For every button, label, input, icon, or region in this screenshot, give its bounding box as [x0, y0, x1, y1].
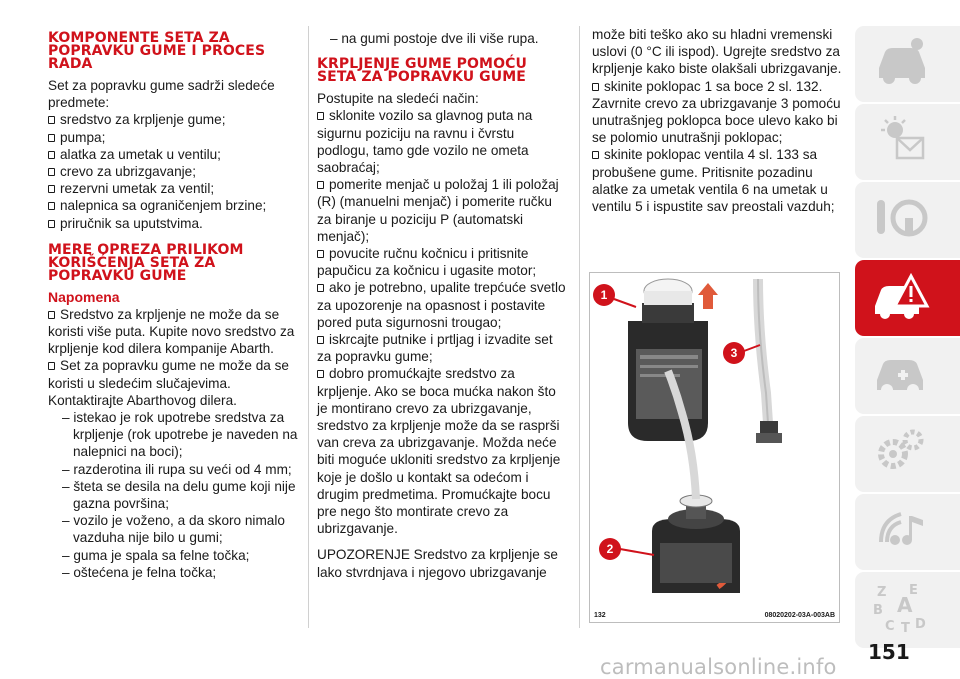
list-item: sredstvo za krpljenje gume; [48, 111, 298, 128]
note-paragraph: Sredstvo za krpljenje ne može da se koristi više puta. Kupite novo sredstvo za krpljenje kod dilera kompanije Abarth. [48, 306, 295, 357]
tab-safety[interactable] [855, 182, 960, 258]
figure-number: 132 [594, 612, 606, 619]
callout-1 [593, 284, 636, 307]
svg-text:1: 1 [600, 288, 608, 302]
bullet-icon [592, 83, 599, 91]
tab-car-info[interactable] [855, 26, 960, 102]
step-item: iskrcajte putnike i prtljag i izvadite set za popravku gume; [317, 332, 553, 365]
list-item: crevo za ubrizgavanje; [48, 163, 298, 180]
svg-text:C: C [885, 619, 895, 634]
svg-text:B: B [873, 603, 883, 618]
svg-text:T: T [901, 621, 910, 636]
step-item: pomerite menjač u položaj 1 ili položaj (R) (manuelni menjač) i pomerite ručku za biranje u poziciju P (automatski menjač); [317, 177, 559, 244]
tab-maintenance[interactable] [855, 338, 960, 414]
components-list [48, 111, 298, 231]
heading-repair: KRPLJENJE GUME POMOĆU SETA ZA POPRAVKU GUME [317, 56, 527, 86]
bullet-icon [592, 151, 599, 159]
list-item: rezervni umetak za ventil; [48, 180, 298, 197]
tab-technical-data[interactable] [855, 416, 960, 492]
heading-precautions: MERE OPREZA PRILIKOM KORIŠĆENJA SETA ZA POPRAVKU GUME [48, 241, 244, 284]
bottle-with-cap [628, 279, 718, 441]
column-divider [579, 26, 580, 628]
column-left [48, 30, 298, 581]
bullet-icon [317, 284, 324, 292]
list-item: – razderotina ili rupa su veći od 4 mm; [62, 461, 292, 477]
bullet-icon [48, 202, 55, 210]
gears-icon [871, 424, 931, 480]
column-right [592, 26, 844, 215]
bullet-icon [48, 134, 55, 142]
warning-text: UPOZORENJE Sredstvo za krpljenje se lako stvrdnjava i njegovo ubrizgavanje [317, 547, 558, 580]
figure-132 [589, 272, 840, 623]
bullet-icon [48, 185, 55, 193]
bullet-icon [48, 311, 55, 319]
conditions-list [48, 409, 298, 581]
list-item: – oštećena je felna točka; [62, 564, 217, 580]
list-item: alatka za umetak u ventilu; [48, 146, 298, 163]
list-item: – na gumi postoje dve ili više rupa. [330, 31, 539, 46]
page-number: 151 [868, 640, 910, 664]
callout-3 [723, 342, 760, 364]
list-item: nalepnica sa ograničenjem brzine; [48, 197, 298, 214]
note-paragraph: Set za popravku gume ne može da se koristi u sledećim slučajevima. Kontaktirajte Abarthovog dilera. [48, 358, 289, 408]
column-divider [308, 26, 309, 628]
step-item: skinite poklopac ventila 4 sl. 133 sa probušene gume. Pritisnite pozadinu alatke za umetak ventila 6 na umetak u ventilu 5 i ispustite sav preostali vazduh; [592, 147, 835, 215]
car-maintenance-icon [871, 346, 931, 402]
intro-text: Set za popravku gume sadrži sledeće predmete: [48, 78, 275, 111]
list-item: – istekao je rok upotrebe sredstva za krpljenje (rok upotrebe je naveden na nalepnici na boci); [62, 410, 298, 460]
svg-text:2: 2 [606, 542, 614, 556]
tab-index[interactable] [855, 572, 960, 648]
index-icon [871, 580, 931, 636]
svg-text:Z: Z [877, 585, 887, 600]
bullet-icon [317, 112, 324, 120]
svg-text:3: 3 [730, 346, 738, 360]
callout-2 [599, 538, 654, 560]
svg-text:A: A [897, 593, 913, 617]
bullet-icon [317, 370, 324, 378]
step-item: ako je potrebno, upalite trepćuće svetlo za upozorenje na opasnost i postavite pored puta sigurnosni trougao; [317, 280, 566, 330]
step-item: dobro promućkajte sredstvo za krpljenje. Ako se boca mućka nakon što je montirano crevo za ubrizgavanje, sredstvo za krpljenje može da se rasprši van creva za ubrizgavanje. Možda neće biti moguće ukloniti sredstvo za krpljenje koje je došlo u kontakt sa odećom i drugim predmetima. Promućkajte bocu pre nego što montirate crevo za ubrizgavanje. [317, 366, 561, 537]
figure-code: 08020202-03A-003AB [764, 612, 835, 619]
bullet-icon [317, 250, 324, 258]
tab-multimedia[interactable] [855, 494, 960, 570]
bullet-icon [317, 181, 324, 189]
sealant-bottle-illustration [590, 273, 839, 603]
car-info-icon [871, 34, 931, 90]
bullet-icon [48, 168, 55, 176]
bullet-icon [317, 336, 324, 344]
multimedia-icon [871, 502, 931, 558]
list-item: – šteta se desila na delu gume koji nije gazna površina; [62, 478, 296, 512]
list-item: – vozilo je voženo, a da skoro nimalo vazduha nije bilo u gumi; [62, 513, 285, 546]
bullet-icon [48, 151, 55, 159]
warning-lights-icon [871, 112, 931, 168]
svg-text:D: D [915, 617, 926, 632]
intro-text: Postupite na sledeći način: [317, 91, 479, 107]
heading-components: KOMPONENTE SETA ZA POPRAVKU GUME I PROCES RADA [48, 30, 266, 72]
emergency-icon [871, 268, 931, 324]
key-steering-icon [871, 190, 931, 246]
continued-text: može biti teško ako su hladni vremenski uslovi (0 °C ili ispod). Ugrejte sredstvo za krpljenje kako biste olakšali ubrizgavanje. [592, 27, 842, 77]
svg-text:E: E [909, 583, 918, 598]
list-item: – guma je spala sa felne točka; [62, 547, 250, 563]
list-item: priručnik sa uputstvima. [48, 215, 298, 232]
watermark: carmanualsonline.info [600, 655, 837, 679]
note-title: Napomena [48, 288, 120, 305]
tab-emergency[interactable] [855, 260, 960, 336]
step-item: sklonite vozilo sa glavnog puta na sigurnu poziciju na ravnu i čvrstu podlogu, tamo gde vozilo ne ometa saobraćaj; [317, 108, 533, 176]
bullet-icon [48, 220, 55, 228]
bullet-icon [48, 116, 55, 124]
injection-hose [756, 279, 782, 443]
tab-warning-lights[interactable] [855, 104, 960, 180]
bullet-icon [48, 362, 55, 370]
list-item: pumpa; [48, 129, 298, 146]
step-item: skinite poklopac 1 sa boce 2 sl. 132. Zavrnite crevo za ubrizgavanje 3 pomoću unutrašnjeg poklopca boce ulevo kako bi se polomio unutrašnji poklopac; [592, 78, 841, 146]
column-middle [317, 30, 569, 581]
step-item: povucite ručnu kočnicu i pritisnite papučicu za kočnicu i ugasite motor; [317, 246, 537, 279]
figure-caption [594, 611, 835, 620]
